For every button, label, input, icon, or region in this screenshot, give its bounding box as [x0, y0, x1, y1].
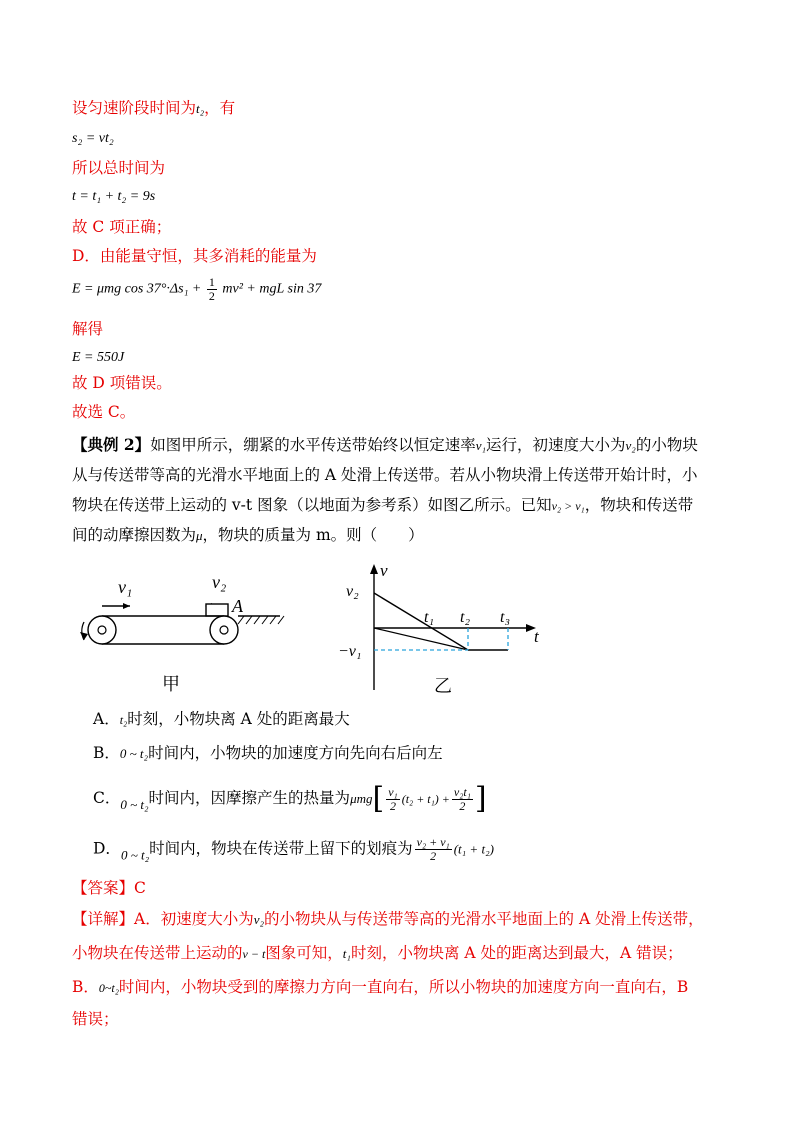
math-range: 0~t₂: [98, 981, 119, 995]
vt-graph: [338, 561, 540, 690]
math-range: 0 ~ t₂: [120, 797, 149, 812]
text: ，有: [204, 99, 236, 117]
example-line-2: 从与传送带等高的光滑水平地面上的 A 处滑上传送带。若从小物块滑上传送带开始计时，小: [72, 466, 698, 484]
axis-t-label: t: [534, 627, 539, 646]
example-line-4: 间的动摩擦因数为μ，物块的质量为 m。则（ ）: [72, 526, 424, 544]
fraction-half: $\frac{1}{2}$: [208, 275, 215, 303]
fraction-v1-2: $\frac{\text{v₁}}{2}$: [388, 784, 398, 813]
option-b: B．0 ~ t₂时间内，小物块的加速度方向先向右后向左: [93, 744, 443, 762]
label-left-v2: v₂: [212, 572, 227, 592]
option-a: A．t₂时刻，小物块离 A 处的距离最大: [93, 710, 350, 728]
math-t2: t₂: [119, 713, 128, 727]
caption-right: 乙: [434, 676, 452, 696]
option-c: C．$_{0 \sim t_2}$时间内，因摩擦产生的热量为μmg[ $\frac{\text{v₁}}{2}$ (t₂ + t₁) + $\frac{\text{v₂t₁}}{2}$ ]: [93, 781, 487, 816]
math-mu-mg: μmg: [350, 791, 373, 806]
example-line-3: 物块在传送带上运动的 v-t 图象（以地面为参考系）如图乙所示。已知v₂ > v₁，物块和传送带: [72, 496, 694, 514]
caption-left: 甲: [162, 674, 180, 694]
equation-total-time: t = t₁ + t₂ = 9s: [72, 189, 156, 204]
figure: [60, 560, 560, 700]
label-A: A: [232, 596, 243, 616]
solution-line-2: 所以总时间为: [72, 159, 166, 177]
detail-line-3: B．0~t₂时间内，小物块受到的摩擦力方向一直向右，所以小物块的加速度方向一直向右，B: [72, 978, 689, 996]
label-v2: v₂: [346, 583, 359, 600]
text: 设匀速阶段时间为: [72, 99, 197, 117]
vt-line-belt: [374, 628, 468, 650]
axis-v-label: v: [380, 561, 388, 580]
conveyor-diagram: [80, 572, 284, 644]
fraction-v2v1-2: $\frac{\text{v₂ + v₁}}{2}$: [416, 835, 450, 863]
math-range: 0 ~ t₂: [120, 847, 150, 863]
math-v2: v₂: [625, 438, 636, 453]
eq-part: mv² + mgL sin 37: [222, 281, 322, 297]
solution-line-3: 故 C 项正确；: [72, 218, 172, 236]
example-line-1: 【典例 2】如图甲所示，绷紧的水平传送带始终以恒定速率v₁运行，初速度大小为v₂的小物块: [72, 435, 698, 454]
label-t1: t₁: [424, 609, 435, 626]
label-t3: t₃: [500, 609, 511, 626]
solution-line-7: 故选 C。: [72, 403, 136, 421]
math-condition: v₂ > v₁: [551, 499, 585, 513]
math-v2: v₂: [253, 912, 265, 927]
math-v1: v₁: [475, 438, 486, 453]
equation-energy: [72, 276, 321, 303]
option-d: D．$_{0 \sim t_2}$时间内，物块在传送带上留下的划痕为 $\frac{\text{v₂ + v₁}}{2}$ (t₁ + t₂): [93, 835, 494, 863]
answer-label: 【答案】C: [72, 879, 146, 897]
example-tag: 【典例 2】: [72, 435, 151, 454]
solution-line-1: [72, 97, 235, 120]
detail-line-4: 错误；: [72, 1010, 119, 1028]
eq-part: E = μmg cos 37°·Δs₁ +: [72, 281, 202, 297]
solution-line-5: 解得: [72, 320, 104, 338]
math-t2: t₂: [196, 101, 205, 116]
detail-line-1: 【详解】A．初速度大小为v₂的小物块从与传送带等高的光滑水平地面上的 A 处滑上传送带，: [72, 910, 704, 928]
label-left-v1: v₁: [118, 577, 133, 597]
math-t1: t₁: [342, 946, 351, 961]
solution-line-4: D．由能量守恒，其多消耗的能量为: [72, 247, 317, 265]
math-vt: v − t: [242, 947, 266, 961]
detail-line-2: 小物块在传送带上运动的v − t图象可知，t₁时刻，小物块离 A 处的距离达到最大，A 错误；: [72, 944, 683, 962]
label-neg-v1: −v₁: [338, 643, 362, 660]
math-mu: μ: [196, 528, 203, 543]
solution-line-6: 故 D 项错误。: [72, 374, 172, 392]
math-range: 0 ~ t₂: [119, 746, 149, 761]
equation-energy-result: E = 550J: [72, 350, 125, 365]
label-t2: t₂: [460, 609, 471, 626]
equation-s2: s₂ = vt₂: [72, 131, 114, 146]
fraction-v2t1-2: $\frac{\text{v₂t₁}}{2}$: [453, 784, 471, 813]
vt-line-decel: [374, 593, 471, 650]
